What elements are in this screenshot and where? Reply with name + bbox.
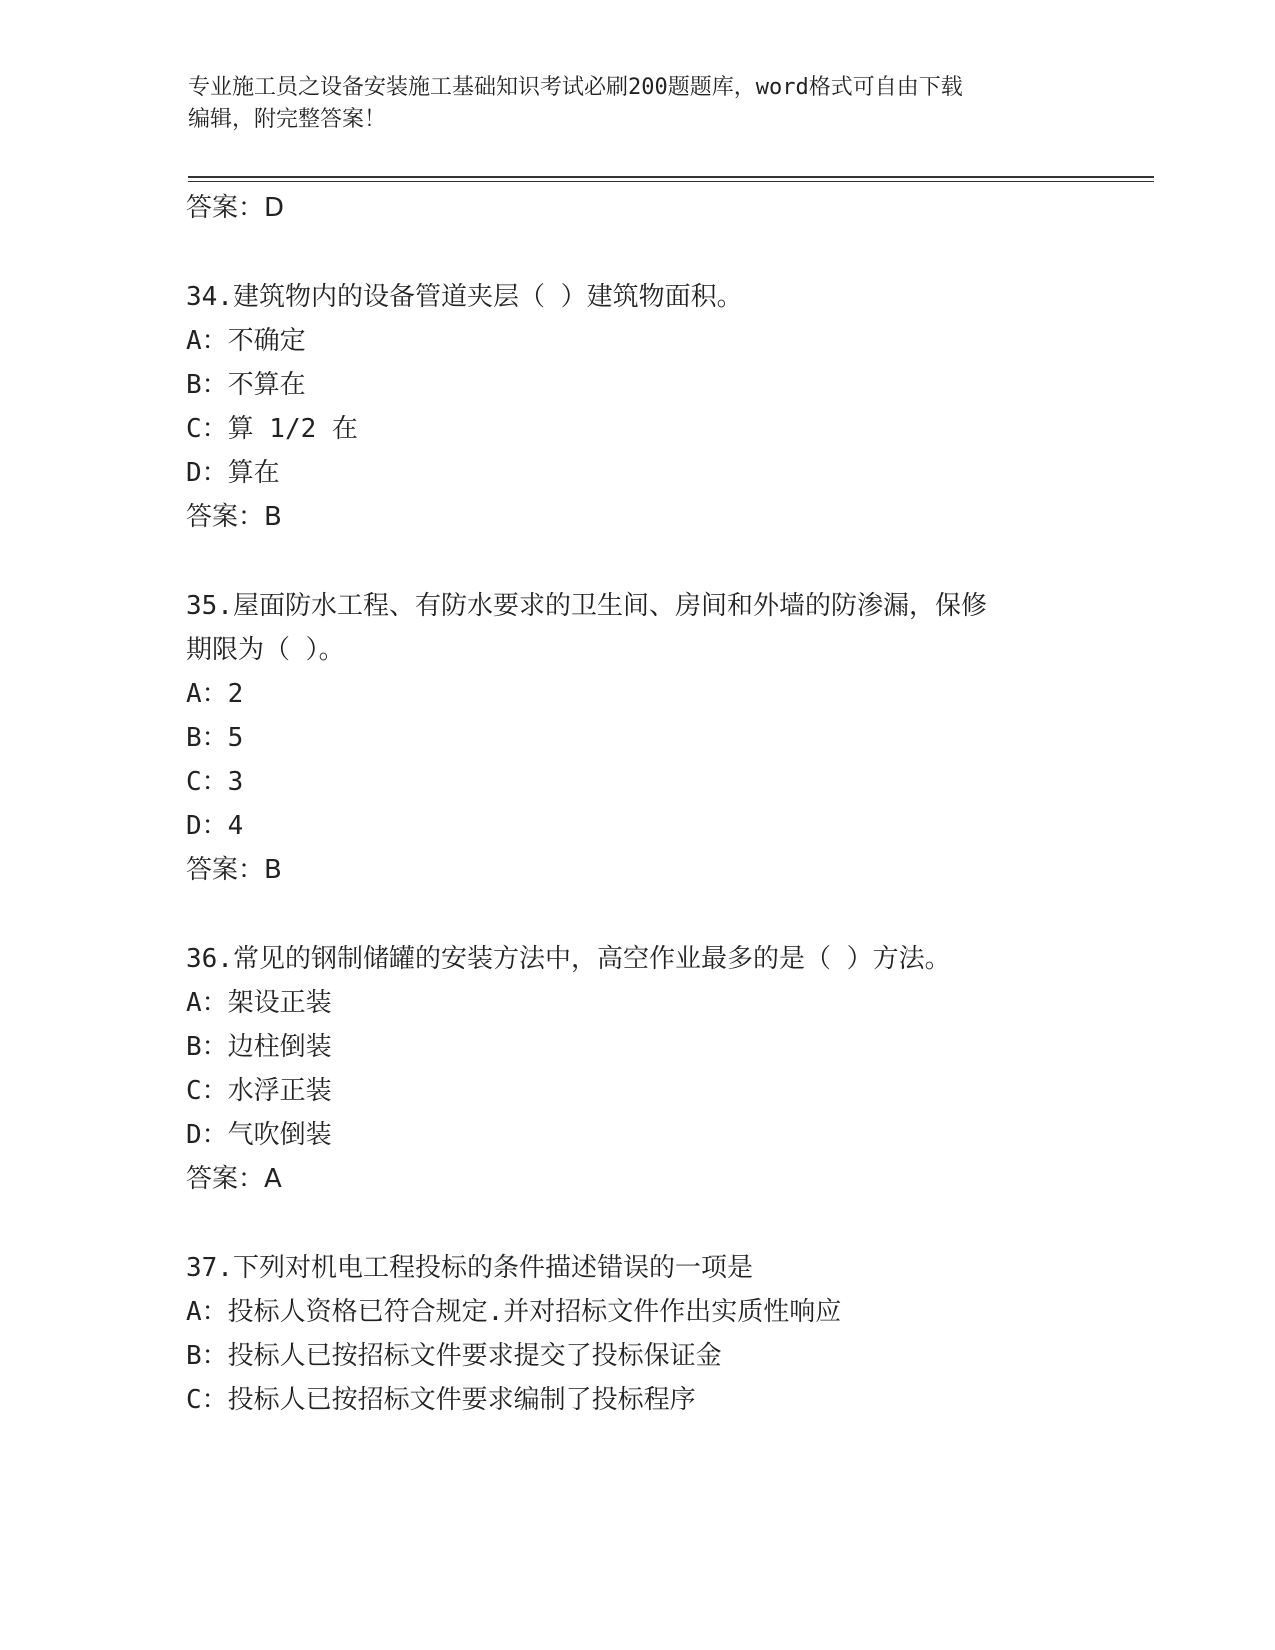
answer-label: 答案：B [186, 855, 282, 885]
option-c: C：3 [186, 767, 244, 797]
header-line-1: 专业施工员之设备安装施工基础知识考试必刷200题题库，word格式可自由下载 [188, 75, 963, 100]
option-a: A：不确定 [186, 326, 306, 356]
answer-label: 答案：D [186, 193, 285, 223]
question-stem: 36.常见的钢制储罐的安装方法中，高空作业最多的是（ ）方法。 [186, 944, 951, 974]
option-a: A：投标人资格已符合规定.并对招标文件作出实质性响应 [186, 1297, 842, 1327]
option-b: B：投标人已按招标文件要求提交了投标保证金 [186, 1341, 722, 1371]
header-rule [188, 176, 1154, 178]
option-a: A：架设正装 [186, 988, 332, 1018]
option-a: A：2 [186, 679, 244, 709]
question-stem-continued: 期限为（ ）。 [186, 635, 345, 665]
option-b: B：5 [186, 723, 244, 753]
option-c: C：水浮正装 [186, 1076, 332, 1106]
option-d: D：算在 [186, 458, 280, 488]
question-stem: 37.下列对机电工程投标的条件描述错误的一项是 [186, 1253, 753, 1283]
option-b: B：不算在 [186, 370, 306, 400]
answer-label: 答案：A [186, 1164, 282, 1194]
header-line-2: 编辑，附完整答案！ [188, 107, 387, 132]
option-c: C：投标人已按招标文件要求编制了投标程序 [186, 1385, 696, 1415]
question-stem: 35.屋面防水工程、有防水要求的卫生间、房间和外墙的防渗漏，保修 [186, 591, 987, 621]
option-b: B：边柱倒装 [186, 1032, 332, 1062]
page-header [188, 72, 1068, 136]
option-c: C：算 1/2 在 [186, 414, 358, 444]
option-d: D：气吹倒装 [186, 1120, 332, 1150]
answer-label: 答案：B [186, 502, 282, 532]
header-rule-thin [188, 181, 1154, 182]
question-stem: 34.建筑物内的设备管道夹层（ ）建筑物面积。 [186, 282, 743, 312]
option-d: D：4 [186, 811, 244, 841]
